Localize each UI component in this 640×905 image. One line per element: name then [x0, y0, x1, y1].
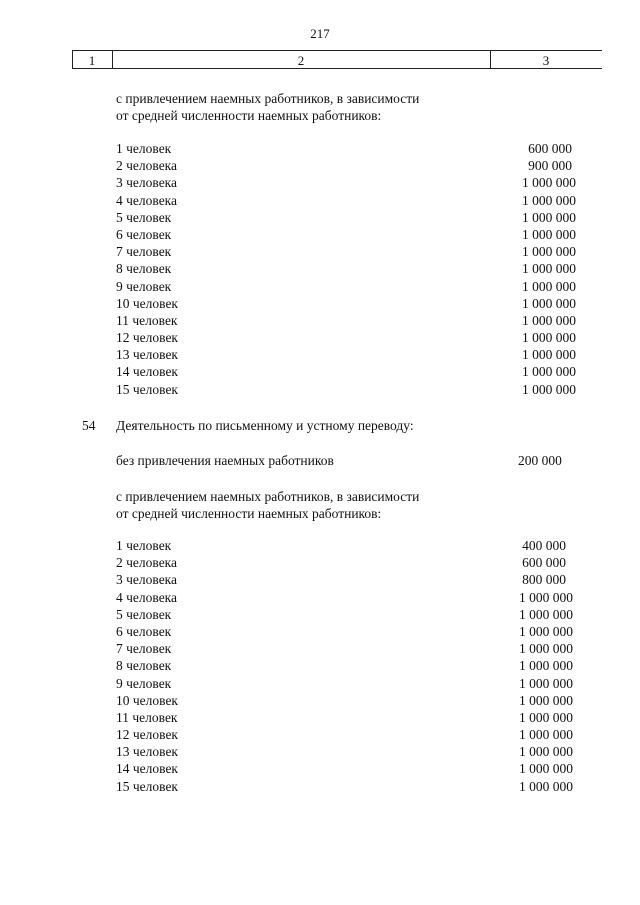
list-item — [116, 260, 576, 277]
row-value: 1 000 000 — [522, 175, 576, 191]
item54-intro-line1: с привлечением наемных работников, в зависимости — [116, 489, 420, 504]
row-label: 11 человек — [116, 312, 178, 328]
list-item — [116, 606, 573, 623]
list-item — [116, 726, 573, 743]
list-item — [116, 226, 576, 243]
list-item — [116, 329, 576, 346]
list-item — [116, 675, 573, 692]
row-label: 9 человек — [116, 675, 172, 691]
column-header-3: 3 — [542, 53, 550, 68]
row-label: 2 человека — [116, 555, 178, 571]
row-label: 6 человек — [116, 623, 172, 639]
row-label: 8 человек — [116, 658, 172, 674]
row-value: 1 000 000 — [522, 261, 576, 277]
list-item — [116, 363, 576, 380]
list-item — [116, 243, 576, 260]
list-item — [116, 346, 576, 363]
row-label: 13 человек — [116, 744, 178, 760]
row-label: 3 человека — [116, 175, 178, 191]
row-label: 6 человек — [116, 226, 172, 242]
column-header-table — [72, 50, 602, 69]
list-item — [116, 381, 576, 398]
row-value: 1 000 000 — [519, 692, 573, 708]
list-item — [116, 692, 573, 709]
row-value: 1 000 000 — [519, 761, 573, 777]
row-label: 15 человек — [116, 778, 178, 794]
row-value: 1 000 000 — [522, 312, 576, 328]
row-value: 1 000 000 — [519, 658, 573, 674]
list-item — [116, 192, 576, 209]
list-item — [116, 657, 573, 674]
list-item — [116, 140, 576, 157]
section1-intro — [116, 90, 419, 124]
list-item — [116, 589, 573, 606]
row-label: 12 человек — [116, 727, 178, 743]
page-number: 217 — [310, 26, 330, 41]
row-label: 5 человек — [116, 606, 172, 622]
row-label: 4 человека — [116, 192, 178, 208]
row-label: 4 человека — [116, 589, 178, 605]
row-label: 14 человек — [116, 364, 178, 380]
row-value: 1 000 000 — [519, 727, 573, 743]
list-item — [116, 760, 573, 777]
row-label: 5 человек — [116, 209, 172, 225]
list-item — [116, 157, 576, 174]
list-item — [116, 554, 573, 571]
row-value: 1 000 000 — [522, 192, 576, 208]
item54-intro — [116, 488, 419, 522]
row-value: 1 000 000 — [522, 347, 576, 363]
row-label: 14 человек — [116, 761, 178, 777]
list-item — [116, 571, 573, 588]
item54-rate-list — [116, 537, 573, 795]
row-label: 2 человека — [116, 158, 178, 174]
row-value: 900 000 — [528, 158, 572, 174]
row-label: 13 человек — [116, 347, 178, 363]
row-label: 7 человек — [116, 244, 172, 260]
list-item — [116, 209, 576, 226]
row-value: 1 000 000 — [519, 778, 573, 794]
column-header-2: 2 — [297, 53, 305, 68]
row-label: 12 человек — [116, 330, 178, 346]
column-header-1: 1 — [88, 53, 96, 68]
list-item — [116, 778, 573, 795]
row-label: 7 человек — [116, 641, 172, 657]
row-value: 1 000 000 — [522, 278, 576, 294]
list-item — [116, 623, 573, 640]
row-label: 10 человек — [116, 295, 178, 311]
row-value: 1 000 000 — [522, 226, 576, 242]
row-label: 10 человек — [116, 692, 178, 708]
row-label: 9 человек — [116, 278, 172, 294]
row-label: 1 человек — [116, 538, 172, 553]
row-label: 11 человек — [116, 709, 178, 725]
row-value: 600 000 — [528, 141, 572, 156]
list-item — [116, 295, 576, 312]
row-label: 3 человека — [116, 572, 178, 588]
section1-rate-list — [116, 140, 576, 398]
row-value: 600 000 — [522, 555, 566, 571]
section1-intro-line2: от средней численности наемных работников: — [116, 108, 382, 123]
without-employees-label: без привлечения наемных работников — [116, 453, 334, 468]
row-label: 15 человек — [116, 381, 178, 397]
row-value: 400 000 — [522, 538, 566, 553]
row-value: 1 000 000 — [519, 709, 573, 725]
row-value: 1 000 000 — [519, 623, 573, 639]
item54-intro-line2: от средней численности наемных работников: — [116, 506, 382, 521]
item-number: 54 — [82, 418, 96, 433]
row-value: 1 000 000 — [522, 364, 576, 380]
row-label: 1 человек — [116, 141, 172, 156]
list-item — [116, 537, 573, 554]
row-value: 1 000 000 — [522, 330, 576, 346]
row-value: 1 000 000 — [522, 295, 576, 311]
row-value: 1 000 000 — [519, 744, 573, 760]
list-item — [116, 709, 573, 726]
row-value: 1 000 000 — [522, 244, 576, 260]
row-value: 1 000 000 — [519, 606, 573, 622]
section1-intro-line1: с привлечением наемных работников, в зависимости — [116, 91, 420, 106]
list-item — [116, 743, 573, 760]
row-value: 1 000 000 — [522, 209, 576, 225]
row-value: 800 000 — [522, 572, 566, 588]
without-employees-value: 200 000 — [518, 453, 562, 468]
list-item — [116, 174, 576, 191]
list-item — [116, 278, 576, 295]
row-value: 1 000 000 — [522, 381, 576, 397]
list-item — [116, 312, 576, 329]
row-value: 1 000 000 — [519, 675, 573, 691]
list-item — [116, 640, 573, 657]
row-label: 8 человек — [116, 261, 172, 277]
row-value: 1 000 000 — [519, 641, 573, 657]
row-value: 1 000 000 — [519, 589, 573, 605]
item-title: Деятельность по письменному и устному переводу: — [116, 418, 414, 433]
